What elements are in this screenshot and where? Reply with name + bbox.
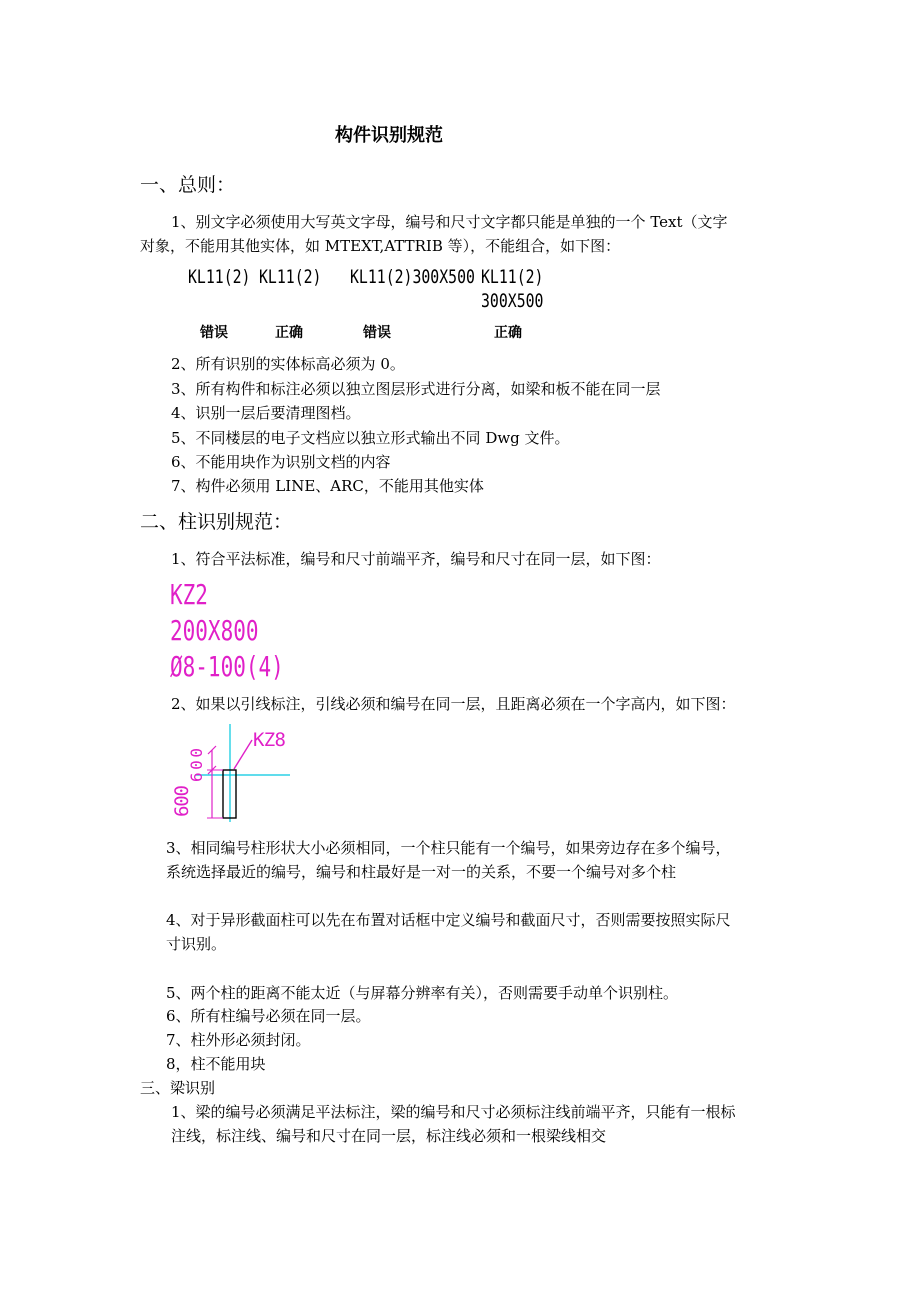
paragraph-line: 1、梁的编号必须满足平法标注，梁的编号和尺寸必须标注线前端平齐，只能有一根标 [171, 1103, 736, 1121]
example-text-right-2b: 300X500 [481, 290, 544, 312]
list-item: 6、所有柱编号必须在同一层。 [166, 1007, 371, 1025]
dim-text-upper: 600 [187, 748, 206, 782]
leader-line [234, 740, 252, 769]
column-label-stirrup: Ø8-100(4) [170, 650, 284, 683]
list-item: 5、两个柱的距离不能太近（与屏幕分辨率有关），否则需要手动单个识别柱。 [166, 984, 679, 1002]
paragraph-line: 1、符合平法标准，编号和尺寸前端平齐，编号和尺寸在同一层，如下图： [171, 550, 661, 568]
paragraph-line: 4、对于异形截面柱可以先在布置对话框中定义编号和截面尺寸，否则需要按照实际尺 [166, 911, 731, 929]
example-text-right-1: KL11(2) [259, 266, 322, 288]
paragraph-line: 系统选择最近的编号，编号和柱最好是一对一的关系，不要一个编号对多个柱 [166, 863, 677, 881]
paragraph-line: 2、如果以引线标注，引线必须和编号在同一层，且距离必须在一个字高内，如下图： [171, 695, 736, 713]
example-text-wrong-1: KL11(2) [188, 266, 251, 288]
column-label-code: KZ2 [170, 578, 208, 611]
example-label-wrong-1: 错误 [200, 325, 228, 341]
list-item: 5、不同楼层的电子文档应以独立形式输出不同 Dwg 文件。 [171, 429, 570, 447]
example-text-wrong-2: KL11(2)300X500 [350, 266, 475, 288]
list-item: 7、柱外形必须封闭。 [166, 1031, 311, 1049]
paragraph-line: 1、别文字必须使用大写英文字母，编号和尺寸文字都只能是单独的一个 Text（文字 [171, 213, 728, 231]
list-item: 2、所有识别的实体标高必须为 0。 [171, 355, 405, 373]
example-text-right-2a: KL11(2) [481, 266, 544, 288]
list-item: 4、识别一层后要清理图档。 [171, 404, 361, 422]
paragraph-line: 注线，标注线、编号和尺寸在同一层，标注线必须和一根梁线相交 [171, 1127, 607, 1145]
section-heading-beam: 三、梁识别 [140, 1079, 216, 1097]
leader-label: KZ8 [253, 729, 286, 751]
paragraph-line: 3、相同编号柱形状大小必须相同，一个柱只能有一个编号，如果旁边存在多个编号， [166, 839, 731, 857]
list-item: 6、不能用块作为识别文档的内容 [171, 453, 391, 471]
section-heading-column: 二、柱识别规范： [140, 511, 293, 533]
dim-text-lower: 600 [171, 785, 193, 817]
page-title: 构件识别规范 [335, 125, 443, 146]
list-item: 3、所有构件和标注必须以独立图层形式进行分离，如梁和板不能在同一层 [171, 380, 661, 398]
leader-diagram [160, 722, 310, 832]
list-item: 7、构件必须用 LINE、ARC，不能用其他实体 [171, 477, 484, 495]
section-heading-general: 一、总则： [140, 174, 236, 196]
column-label-size: 200X800 [170, 614, 259, 647]
example-label-right-2: 正确 [494, 325, 522, 341]
example-label-wrong-2: 错误 [363, 325, 391, 341]
paragraph-line: 寸识别。 [166, 935, 227, 953]
list-item: 8，柱不能用块 [166, 1055, 266, 1073]
example-label-right-1: 正确 [275, 325, 303, 341]
paragraph-line: 对象，不能用其他实体，如 MTEXT,ATTRIB 等），不能组合，如下图： [140, 237, 621, 255]
